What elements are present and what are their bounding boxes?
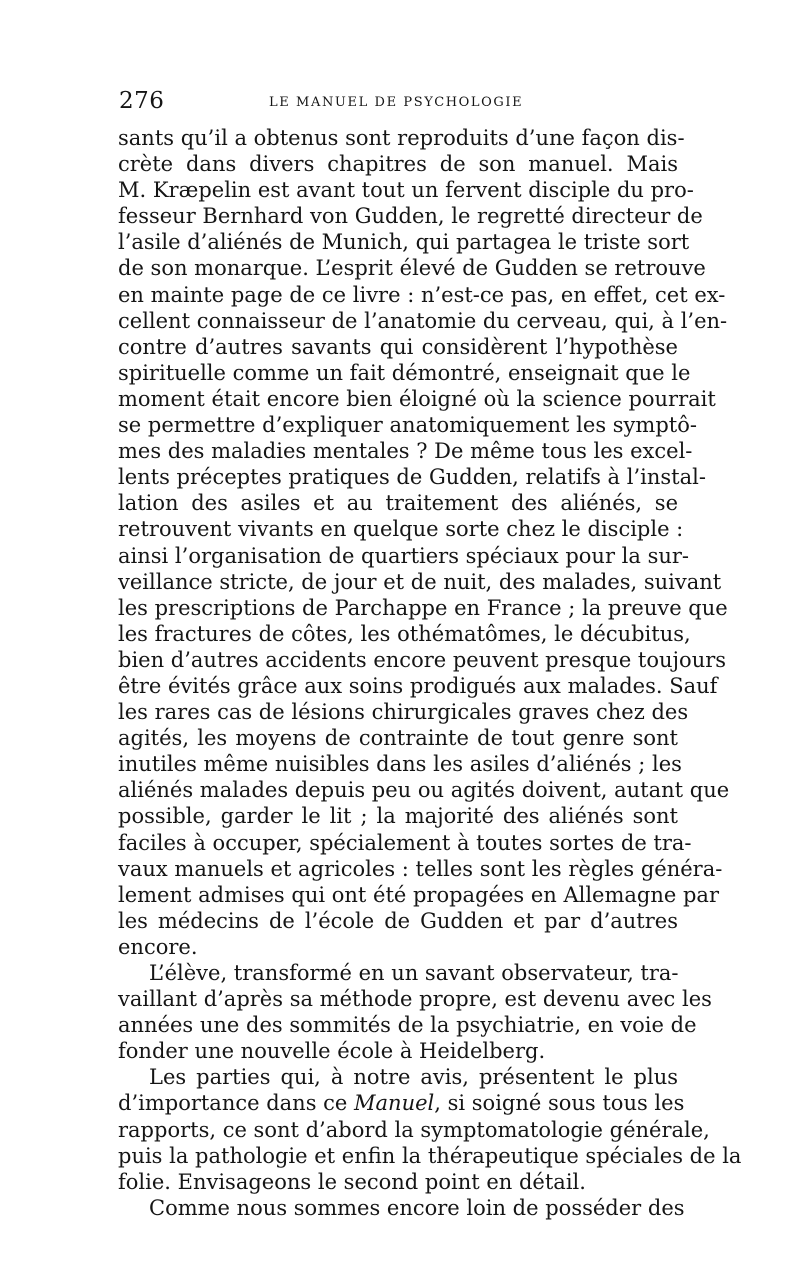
text-line-4: fesseur Bernhard von Gudden, le regretté directeur de: [118, 204, 703, 229]
text-line-23: les rares cas de lésions chirurgicales graves chez des: [118, 700, 689, 725]
text-line-20: les fractures de côtes, les othématômes, le décubitus,: [118, 621, 691, 646]
text-line-31: les médecins de l’école de Gudden et par d’autres: [118, 908, 678, 933]
text-line-40: puis la pathologie et enfin la thérapeutique spéciales de la: [118, 1143, 742, 1168]
text-line-7: en mainte page de ce livre : n’est-ce pas, en effet, cet ex-: [118, 282, 726, 307]
text-line-30: lement admises qui ont été propagées en Allemagne par: [118, 882, 719, 907]
text-line-38-after: , si soigné sous tous les: [434, 1091, 685, 1116]
paragraph-2: [118, 960, 712, 1064]
running-head: LE MANUEL DE PSYCHOLOGIE: [269, 95, 524, 110]
page-header: [117, 88, 677, 118]
text-line-33: L’élève, transformé en un savant observateur, tra-: [149, 961, 679, 985]
text-line-21: bien d’autres accidents encore peuvent presque toujours: [118, 647, 727, 672]
text-line-28: faciles à occuper, spécialement à toutes sortes de tra-: [118, 830, 692, 855]
text-line-29: vaux manuels et agricoles : telles sont les règles généra-: [118, 856, 723, 881]
text-line-14: lents préceptes pratiques de Gudden, relatifs à l’instal-: [118, 465, 706, 490]
text-line-37: Les parties qui, à notre avis, présentent le plus: [149, 1065, 678, 1090]
text-line-26: aliénés malades depuis peu ou agités doivent, autant que: [118, 778, 730, 803]
text-line-38: [118, 1090, 685, 1116]
text-line-10: spirituelle comme un fait démontré, enseignait que le: [118, 360, 691, 385]
text-line-9: contre d’autres savants qui considèrent l’hypothèse: [118, 334, 678, 359]
text-line-27: possible, garder le lit ; la majorité des aliénés sont: [118, 804, 678, 829]
body-text: [118, 125, 742, 1221]
text-line-41: folie. Envisageons le second point en détail.: [118, 1169, 586, 1194]
page-number: 276: [119, 88, 165, 114]
text-line-17: ainsi l’organisation de quartiers spéciaux pour la sur-: [118, 543, 690, 568]
paragraph-3: [118, 1064, 742, 1194]
text-line-11: moment était encore bien éloigné où la science pourrait: [118, 386, 716, 411]
text-line-22: être évités grâce aux soins prodigués aux malades. Sauf: [118, 673, 718, 698]
paragraph-4: [118, 1195, 685, 1221]
text-line-36: fonder une nouvelle école à Heidelberg.: [118, 1039, 546, 1064]
text-line-6: de son monarque. L’esprit élevé de Gudden se retrouve: [118, 256, 706, 281]
text-line-12: se permettre d’expliquer anatomiquement les symptô-: [118, 413, 697, 438]
text-line-32: encore.: [118, 934, 198, 959]
paragraph-1: [118, 125, 730, 960]
text-line-42: Comme nous sommes encore loin de posséder des: [149, 1195, 685, 1220]
manual-title-italic: Manuel: [354, 1091, 435, 1116]
text-line-13: mes des maladies mentales ? De même tous les excel-: [118, 439, 693, 464]
text-line-25: inutiles même nuisibles dans les asiles d’aliénés ; les: [118, 752, 682, 777]
text-line-3: M. Kræpelin est avant tout un fervent disciple du pro-: [118, 178, 694, 203]
text-line-1: sants qu’il a obtenus sont reproduits d’une façon dis-: [118, 126, 685, 150]
text-line-19: les prescriptions de Parchappe en France ; la preuve que: [118, 595, 728, 620]
text-line-35: années une des sommités de la psychiatrie, en voie de: [118, 1013, 697, 1038]
text-line-38-before: d’importance dans ce: [118, 1091, 355, 1116]
text-line-8: cellent connaisseur de l’anatomie du cerveau, qui, à l’en-: [118, 308, 728, 333]
text-line-39: rapports, ce sont d’abord la symptomatologie générale,: [118, 1117, 710, 1142]
text-line-18: veillance stricte, de jour et de nuit, des malades, suivant: [118, 569, 722, 594]
text-line-34: vaillant d’après sa méthode propre, est devenu avec les: [118, 987, 712, 1012]
text-line-15: lation des asiles et au traitement des aliénés, se: [118, 491, 678, 516]
text-line-16: retrouvent vivants en quelque sorte chez le disciple :: [118, 517, 684, 542]
text-line-24: agités, les moyens de contrainte de tout genre sont: [118, 726, 678, 751]
text-line-5: l’asile d’aliénés de Munich, qui partagea le triste sort: [118, 230, 690, 255]
text-line-2: crète dans divers chapitres de son manuel. Mais: [118, 152, 678, 177]
